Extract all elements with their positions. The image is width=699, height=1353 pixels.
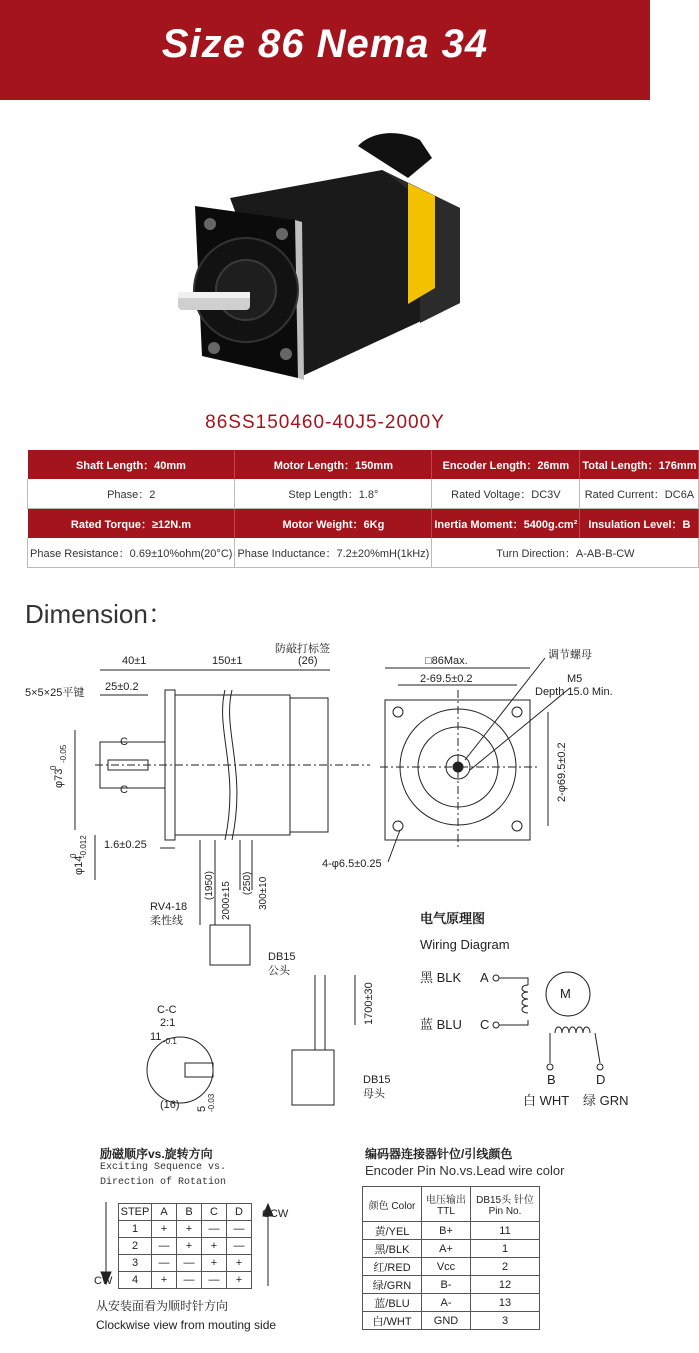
table-cell: A+ (422, 1240, 471, 1258)
spec-cell: Inertia Moment：5400g.cm² (432, 509, 580, 539)
table-cell: 绿/GRN (363, 1276, 422, 1294)
dim-label: 调节螺母 (548, 649, 592, 661)
stepper-motor-image (170, 128, 490, 398)
terminal-a: A (480, 970, 489, 985)
dim-label: φ14 (73, 855, 85, 875)
table-cell: Vcc (422, 1258, 471, 1276)
encoder-table (362, 1186, 540, 1330)
dim-label: 1700±30 (363, 982, 375, 1025)
mount-hole (512, 707, 522, 717)
table-header: C (202, 1204, 227, 1221)
dim-label: 5 (196, 1105, 208, 1112)
dim-label: 2000±15 (221, 881, 232, 920)
mount-hole (393, 707, 403, 717)
sequence-footnote-cn: 从安装面看为顺时针方向 (96, 1299, 229, 1313)
table-cell: — (152, 1238, 177, 1255)
wiring-title-cn: 电气原理图 (420, 911, 486, 926)
cw-label: CW (94, 1275, 113, 1287)
dim-label: -0.012 (79, 835, 88, 858)
terminal-b: B (547, 1072, 556, 1087)
model-number: 86SS150460-40J5-2000Y (205, 412, 445, 433)
table-row (363, 1240, 540, 1258)
dim-label: (26) (298, 655, 318, 667)
table-cell: — (202, 1221, 227, 1238)
spec-table (27, 450, 699, 568)
spec-cell: Phase Inductance：7.2±20%mH(1kHz) (235, 538, 432, 568)
table-header-row (363, 1187, 540, 1222)
sequence-subtitle-line: Exciting Sequence vs. (100, 1162, 227, 1173)
table-cell: 3 (471, 1312, 540, 1330)
motor-symbol-label: M (560, 986, 571, 1001)
table-cell: — (177, 1272, 202, 1289)
cable-lines (315, 975, 325, 1050)
db15-male-connector (210, 925, 250, 965)
table-row (363, 1276, 540, 1294)
spec-cell: Rated Torque：≥12N.m (28, 509, 235, 539)
spec-cell: Rated Voltage：DC3V (432, 479, 580, 509)
table-cell: 2 (471, 1258, 540, 1276)
table-header: B (177, 1204, 202, 1221)
dim-label: -0.1 (163, 1037, 177, 1046)
dim-label: C (120, 736, 128, 748)
leader-line (465, 658, 545, 760)
sequence-footnote-en: Clockwise view from mouting side (96, 1318, 277, 1332)
mount-hole (512, 821, 522, 831)
mount-hole (393, 821, 403, 831)
table-cell: 黄/YEL (363, 1222, 422, 1240)
spec-cell: Motor Weight：6Kg (235, 509, 432, 539)
dim-label: 2:1 (160, 1017, 176, 1029)
dim-label: 0 (49, 765, 58, 770)
table-header: DB15头 针位Pin No. (471, 1187, 540, 1222)
spec-row (28, 450, 699, 479)
wire-label-grn: 绿 GRN (583, 1093, 629, 1108)
spec-cell: Shaft Length：40mm (28, 450, 235, 479)
table-cell: — (152, 1255, 177, 1272)
dim-label: 25±0.2 (105, 681, 139, 693)
table-header: 颜色 Color (363, 1187, 422, 1222)
header-banner (0, 0, 650, 100)
table-cell: + (227, 1255, 252, 1272)
terminal-dot (547, 1064, 553, 1070)
terminal-dot (493, 975, 499, 981)
dim-label: 2-69.5±0.2 (420, 673, 473, 685)
table-row (363, 1294, 540, 1312)
dim-label: DB15 (268, 951, 296, 963)
table-row (363, 1312, 540, 1330)
table-cell: 12 (471, 1276, 540, 1294)
dim-label: C (120, 784, 128, 796)
table-cell: — (177, 1255, 202, 1272)
dim-label: 40±1 (122, 655, 147, 667)
dim-label: □86Max. (425, 655, 468, 667)
spec-cell: Motor Length：150mm (235, 450, 432, 479)
encoder-title-en: Encoder Pin No.vs.Lead wire color (365, 1163, 565, 1178)
table-cell: 11 (471, 1222, 540, 1240)
spec-cell: Total Length：176mm (580, 450, 699, 479)
terminal-dot (493, 1022, 499, 1028)
dim-label: 柔性线 (150, 915, 183, 927)
table-cell: — (227, 1238, 252, 1255)
dim-label: 母头 (363, 1088, 385, 1100)
dim-label: M5 (567, 673, 583, 685)
sequence-title-cn: 励磁顺序vs.旋转方向 (100, 1147, 213, 1161)
spec-cell: Insulation Level：B (580, 509, 699, 539)
sequence-subtitle-line: Direction of Rotation (100, 1177, 227, 1188)
table-header: D (227, 1204, 252, 1221)
table-row (119, 1221, 252, 1238)
table-cell: + (152, 1272, 177, 1289)
section-cc-outline (147, 1037, 213, 1103)
spec-row (28, 479, 699, 509)
encoder-title-cn: 编码器连接器针位/引线颜色 (365, 1147, 513, 1161)
dim-label: (1950) (204, 871, 215, 900)
sequence-subtitle (100, 1160, 226, 1190)
terminal-d: D (596, 1072, 606, 1087)
table-cell: 3 (119, 1255, 152, 1272)
table-row (363, 1258, 540, 1276)
spec-cell: Phase Resistance：0.69±10%ohm(20°C) (28, 538, 235, 568)
spec-row (28, 509, 699, 539)
table-cell: + (152, 1221, 177, 1238)
dim-label: 2-φ69.5±0.2 (556, 742, 568, 802)
dim-label: φ73 (53, 768, 65, 788)
table-cell: + (177, 1238, 202, 1255)
spec-cell: Turn Direction：A-AB-B-CW (432, 538, 699, 568)
table-row (363, 1222, 540, 1240)
coil-bd (555, 1027, 590, 1033)
table-cell: 白/WHT (363, 1312, 422, 1330)
table-header: STEP (119, 1204, 152, 1221)
dim-label: 11 (150, 1031, 162, 1043)
coil-lead (550, 1033, 600, 1063)
table-cell: B+ (422, 1222, 471, 1240)
table-cell: GND (422, 1312, 471, 1330)
table-cell: 13 (471, 1294, 540, 1312)
db15-female-connector (292, 1050, 334, 1105)
dim-label: (16) (160, 1099, 180, 1111)
table-cell: — (202, 1272, 227, 1289)
dim-label: 150±1 (212, 655, 243, 667)
page-title: Size 86 Nema 34 (161, 22, 489, 66)
coil-lead (499, 978, 528, 1025)
table-cell: + (202, 1238, 227, 1255)
spec-cell: Encoder Length：26mm (432, 450, 580, 479)
wire-label-blk: 黑 BLK (420, 970, 462, 985)
terminal-c: C (480, 1017, 490, 1032)
dim-label: 防敲打标签 (275, 643, 330, 655)
dimension-title: Dimension： (25, 599, 174, 629)
terminal-dot (597, 1064, 603, 1070)
dim-label: 1.6±0.25 (104, 839, 147, 851)
table-cell: — (227, 1221, 252, 1238)
dim-label: 0 (69, 853, 78, 858)
wiring-diagram (400, 905, 640, 1125)
spec-row (28, 538, 699, 568)
dim-label: Depth 15.0 Min. (535, 686, 613, 698)
spec-cell: Rated Current：DC6A (580, 479, 699, 509)
table-row (119, 1272, 252, 1289)
dim-label: DB15 (363, 1074, 391, 1086)
table-cell: 2 (119, 1238, 152, 1255)
table-cell: + (227, 1272, 252, 1289)
table-cell: A- (422, 1294, 471, 1312)
leader-line (388, 830, 400, 862)
dim-label: -0.03 (207, 1093, 216, 1112)
wire-label-wht: 白 WHT (523, 1093, 570, 1108)
dim-label: (250) (242, 871, 253, 895)
dim-label: 300±10 (258, 876, 269, 910)
table-cell: + (177, 1221, 202, 1238)
dim-label: RV4-18 (150, 901, 188, 913)
table-cell: 1 (471, 1240, 540, 1258)
table-cell: + (202, 1255, 227, 1272)
wiring-title-en: Wiring Diagram (420, 937, 510, 952)
ccw-label: CCW (262, 1208, 289, 1220)
table-cell: B- (422, 1276, 471, 1294)
dim-label: 5×5×25平键 (25, 687, 85, 699)
table-cell: 黑/BLK (363, 1240, 422, 1258)
table-header-row (119, 1204, 252, 1221)
table-cell: 蓝/BLU (363, 1294, 422, 1312)
table-header: A (152, 1204, 177, 1221)
table-header: 电压输出 TTL (422, 1187, 471, 1222)
dim-label: C-C (157, 1004, 177, 1016)
spec-cell: Step Length：1.8° (235, 479, 432, 509)
table-row (119, 1255, 252, 1272)
coil-ac (522, 985, 528, 1013)
sequence-table (118, 1203, 252, 1289)
dim-label: 公头 (268, 965, 290, 977)
section-cc-key (185, 1063, 213, 1077)
dim-label: 4-φ6.5±0.25 (322, 858, 382, 870)
table-row (119, 1238, 252, 1255)
table-cell: 红/RED (363, 1258, 422, 1276)
dim-label: -0.05 (59, 744, 68, 763)
table-cell: 4 (119, 1272, 152, 1289)
table-cell: 1 (119, 1221, 152, 1238)
spec-cell: Phase：2 (28, 479, 235, 509)
wire-label-blu: 蓝 BLU (420, 1017, 462, 1032)
